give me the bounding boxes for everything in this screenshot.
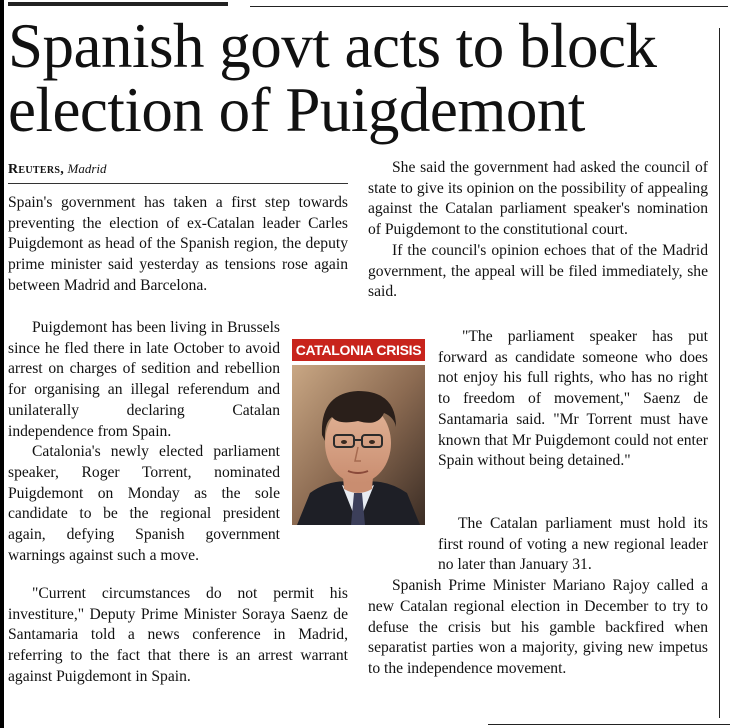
col1-paragraph-2: Puigdemont has been living in Brussels since he fled there in late October to avoid arrest on charges of sedition and rebellion for organising an illegal referendum and unilaterally declaring Catalan independence from Spain. xyxy=(8,319,280,440)
column-2-middle xyxy=(438,327,708,472)
col2-paragraph-1: She said the government had asked the council of state to give its opinion on the possibility of appealing against the Catalan parliament speaker's nomination of Puigdemont to the constitutional court. xyxy=(368,159,708,239)
portrait-photo xyxy=(292,365,425,525)
top-rule-thick xyxy=(8,2,228,6)
column-1-middle xyxy=(8,318,280,566)
left-margin-bar xyxy=(0,0,4,728)
top-rule-thin xyxy=(250,6,728,7)
col1-paragraph-4: "Current circumstances do not permit his investiture," Deputy Prime Minister Soraya Saenz de Santamaria told a news conference in Madrid, referring to the fact that there is an arrest warrant against Puigdemont in Spain. xyxy=(8,585,348,685)
catalonia-crisis-tag: CATALONIA CRISIS xyxy=(292,339,425,361)
col2-paragraph-5: Spanish Prime Minister Mariano Rajoy called a new Catalan regional election in December to try to defuse the crisis but his gamble backfired when separatist parties won a majority, giving new impetus to the independence movement. xyxy=(368,577,708,677)
byline-place: Madrid xyxy=(67,161,107,176)
byline xyxy=(8,160,107,179)
headline-line-2: election of Puigdemont xyxy=(8,75,585,145)
bottom-rule xyxy=(488,724,730,725)
headline-line-1: Spanish govt acts to block xyxy=(8,11,657,81)
column-2-top xyxy=(368,158,708,303)
col1-paragraph-3: Catalonia's newly elected parliament speaker, Roger Torrent, nominated Puigdemont on Monday as the sole candidate to be the regional president again, defying Spanish government warnings against such a move. xyxy=(8,443,280,564)
col1-paragraph-1: Spain's government has taken a first step towards preventing the election of ex-Catalan leader Carles Puigdemont as head of the Spanish region, the deputy prime minister said yesterday as tensions rose again between Madrid and Barcelona. xyxy=(8,194,348,294)
col2-paragraph-2: If the council's opinion echoes that of the Madrid government, the appeal will be filed immediately, she said. xyxy=(368,241,708,301)
headline xyxy=(8,11,720,145)
col2-paragraph-3: "The parliament speaker has put forward as candidate someone who does not enjoy his full rights, who has no right to freedom of movement," Saenz de Santamaria said. "Mr Torrent must have known that Mr Puigdemont could not enter Spain without being detained." xyxy=(438,328,708,470)
column-2-bottom xyxy=(368,514,708,680)
col2-paragraph-4: The Catalan parliament must hold its first round of voting a new regional leader no later than January 31. xyxy=(438,515,708,574)
column-1-bottom xyxy=(8,584,348,688)
byline-agency: Reuters, xyxy=(8,162,65,177)
column-1-top xyxy=(8,193,348,297)
byline-rule xyxy=(8,183,348,184)
